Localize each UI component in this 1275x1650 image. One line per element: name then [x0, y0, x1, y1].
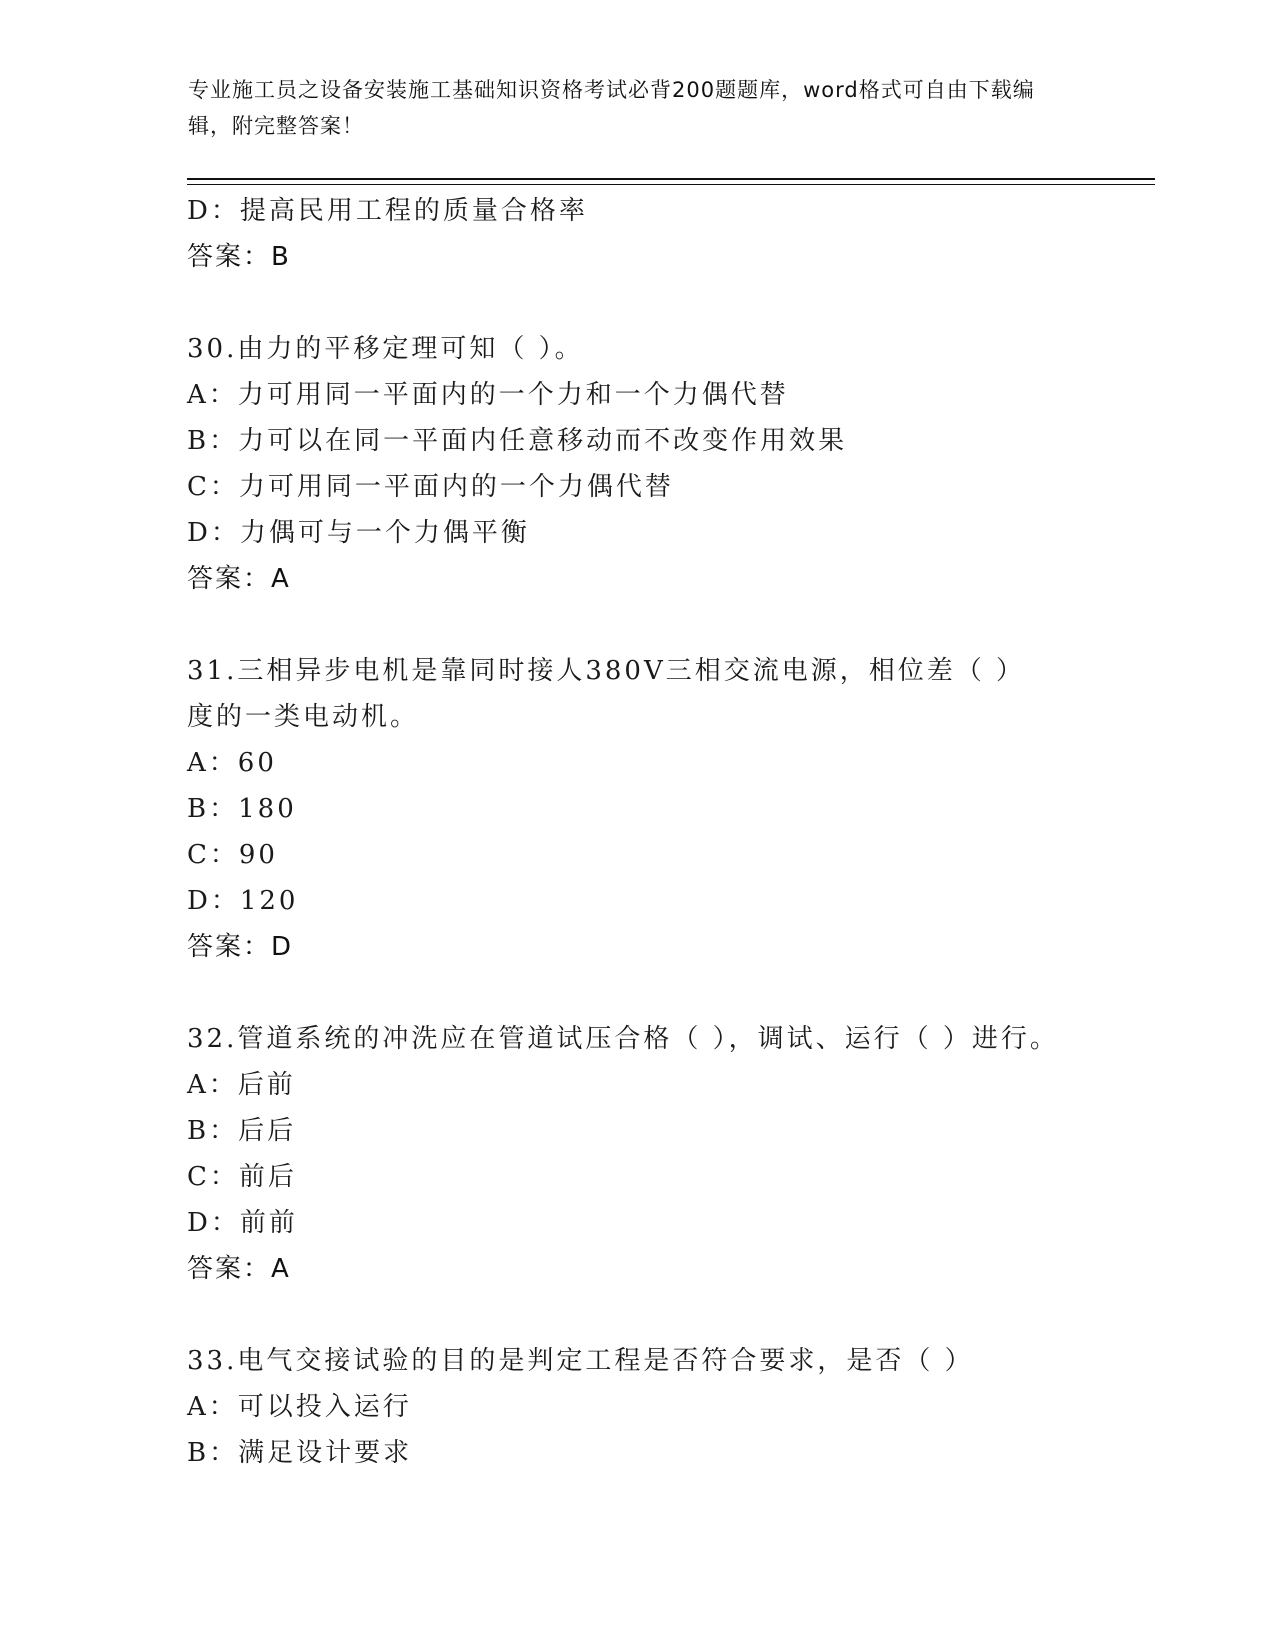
- question-32-option-a: A：后前: [187, 1070, 296, 1100]
- header-divider-thin: [187, 184, 1155, 185]
- question-32-option-d: D：前前: [187, 1208, 298, 1238]
- question-31-option-c: C：90: [187, 840, 278, 870]
- spacer: [187, 970, 1087, 1016]
- spacer: [187, 602, 1087, 648]
- question-32-stem: 32.管道系统的冲洗应在管道试压合格（ ），调试、运行（ ）进行。: [187, 1024, 1059, 1054]
- question-32-option-c: C：前后: [187, 1162, 297, 1192]
- question-30-option-b: B：力可以在同一平面内任意移动而不改变作用效果: [187, 426, 848, 456]
- header-divider-thick: [187, 178, 1155, 180]
- spacer: [187, 280, 1087, 326]
- question-33-option-a: A：可以投入运行: [187, 1392, 412, 1422]
- document-header: 专业施工员之设备安装施工基础知识资格考试必背200题题库，word格式可自由下载编辑，附完整答案！: [188, 78, 1035, 138]
- answer-continued: 答案：B: [187, 242, 291, 272]
- question-31-option-b: B：180: [187, 794, 297, 824]
- question-30-option-c: C：力可用同一平面内的一个力偶代替: [187, 472, 674, 502]
- question-31-answer: 答案：D: [187, 932, 294, 962]
- option-d-continued: D：提高民用工程的质量合格率: [187, 196, 588, 226]
- question-30-answer: 答案：A: [187, 564, 291, 594]
- question-30-option-a: A：力可用同一平面内的一个力和一个力偶代替: [187, 380, 789, 410]
- spacer: [187, 1292, 1087, 1338]
- question-33-option-b: B：满足设计要求: [187, 1438, 413, 1468]
- question-31-option-d: D：120: [187, 886, 299, 916]
- question-33-stem: 33.电气交接试验的目的是判定工程是否符合要求，是否（ ）: [187, 1346, 974, 1376]
- question-list: [187, 188, 1087, 1476]
- question-30-option-d: D：力偶可与一个力偶平衡: [187, 518, 530, 548]
- question-31-option-a: A：60: [187, 748, 277, 778]
- question-32-option-b: B：后后: [187, 1116, 297, 1146]
- question-31-stem: 31.三相异步电机是靠同时接人380V三相交流电源，相位差（ ）度的一类电动机。: [187, 656, 1026, 732]
- question-32-answer: 答案：A: [187, 1254, 291, 1284]
- question-30-stem: 30.由力的平移定理可知（ ）。: [187, 334, 584, 364]
